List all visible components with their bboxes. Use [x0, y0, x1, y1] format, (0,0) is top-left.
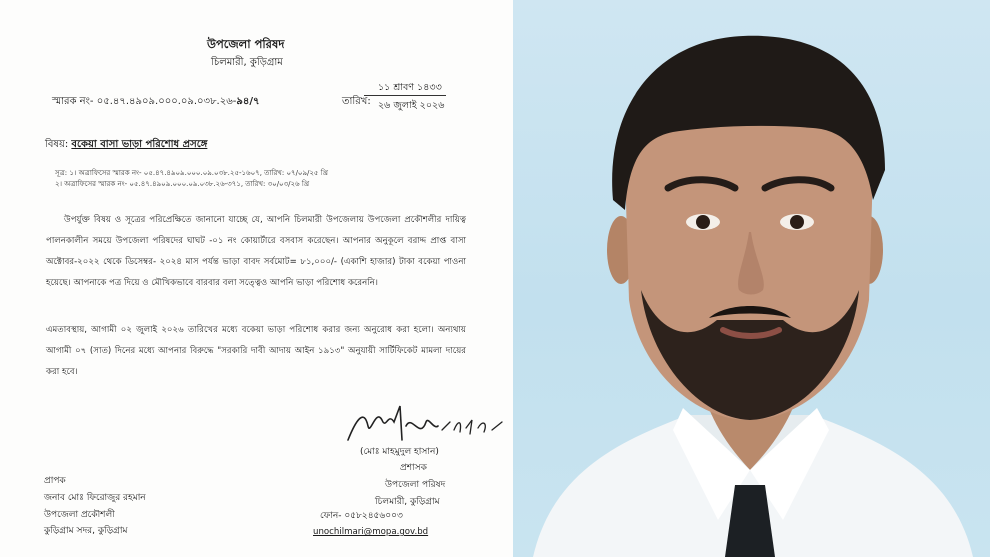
- subject-line: [45, 139, 207, 151]
- signatory-location: চিলমারী, কুড়িগ্রাম: [375, 497, 440, 507]
- signatory-title: প্রশাসক: [400, 463, 427, 473]
- recipient-name: জনাব মোঃ ফিরোজুর রহমান: [44, 493, 146, 503]
- recipient-title: উপজেলা প্রকৌশলী: [44, 510, 115, 520]
- portrait-illustration: [513, 0, 990, 557]
- handwritten-signature: [342, 400, 512, 448]
- signatory-org: উপজেলা পরিষদ: [385, 480, 446, 490]
- letterhead-location: চিলমারী, কুড়িগ্রাম: [211, 57, 283, 68]
- signatory-email: unochilmari@mopa.gov.bd: [313, 527, 429, 537]
- date-english: ২৬ জুলাই ২০২৬: [378, 100, 445, 111]
- recipient-heading: প্রাপক: [44, 476, 66, 486]
- memo-label: স্মারক নং-: [52, 96, 94, 107]
- subject-value: বকেয়া বাসা ভাড়া পরিশোধ প্রসঙ্গে: [71, 139, 208, 150]
- subject-label: বিষয়:: [45, 139, 69, 150]
- body-paragraph-1: উপর্যুক্ত বিষয় ও সূত্রের পরিপ্রেক্ষিতে জানানো যাচ্ছে যে, আপনি চিলমারী উপজেলায় উপজেলা প্রকৌশলীর দায়িত্ব পালনকালীন সময়ে উপজেলা পরিষদের ঘাঘট -০১ নং কোয়ার্টারে বসবাস করেছেন। আপনার অনুকূলে বরাদ্দ প্রাপ্ত বাসা অক্টোবর-২০২২ থেকে ডিসেম্বর- ২০২৪ মাস পর্যন্ত ভাড়া বাবদ সর্বমোট= ৮১,০০০/- (একাশি হাজার) টাকা বকেয়া পাওনা হয়েছে। আপনাকে পত্র দিয়ে ও মৌখিকভাবে বারবার বলা সত্ত্বেও আপনি ভাড়া পরিশোধ করেননি।: [46, 215, 466, 288]
- memo-suffix: ৯৪/৭: [236, 96, 260, 107]
- reference-1: সূত্র: ১। অত্রাফিসের স্মারক নং- ০৫.৪৭.৪৯০৯.০০০.০৯.০৩৮.২৫-১৬০৭, তারিখ: ০৭/০৯/২৫ খ্রি: [55, 169, 328, 177]
- body-paragraph-2: এমতাবস্থায়, আগামী ০২ জুলাই ২০২৬ তারিখের মধ্যে বকেয়া ভাড়া পরিশোধ করার জন্য অনুরোধ করা হলো। অন্যথায় আগামী ০৭ (সাত) দিনের মধ্যে আপনার বিরুদ্ধে "সরকারি দাবী আদায় আইন ১৯১৩" অনুযায়ী সার্টিফিকেট মামলা দায়ের করা হবে।: [46, 325, 466, 377]
- date-divider: [364, 95, 446, 96]
- letterhead-org-name: উপজেলা পরিষদ: [207, 37, 285, 51]
- reference-2: ২। অত্রাফিসের স্মারক নং- ০৫.৪৭.৪৯০৯.০০০.০৯.০৩৮.২৬-৩৭১, তারিখ: ৩০/০৩/২৬ খ্রি: [55, 180, 310, 188]
- memo-value: ০৫.৪৭.৪৯০৯.০০০.০৯.০৩৮.২৬-: [96, 96, 237, 107]
- date-bangla: ১১ শ্রাবণ ১৪৩৩: [378, 82, 442, 93]
- portrait-photo: [513, 0, 990, 557]
- signatory-name: (মোঃ মাহমুদুল হাসান): [360, 447, 439, 457]
- recipient-address: কুড়িগ্রাম সদর, কুড়িগ্রাম: [44, 526, 128, 536]
- memo-number: [52, 96, 259, 108]
- date-label: তারিখ:: [342, 96, 371, 107]
- signatory-phone: ফোন- ০৫৮২৪৫৬০০৩: [320, 511, 403, 521]
